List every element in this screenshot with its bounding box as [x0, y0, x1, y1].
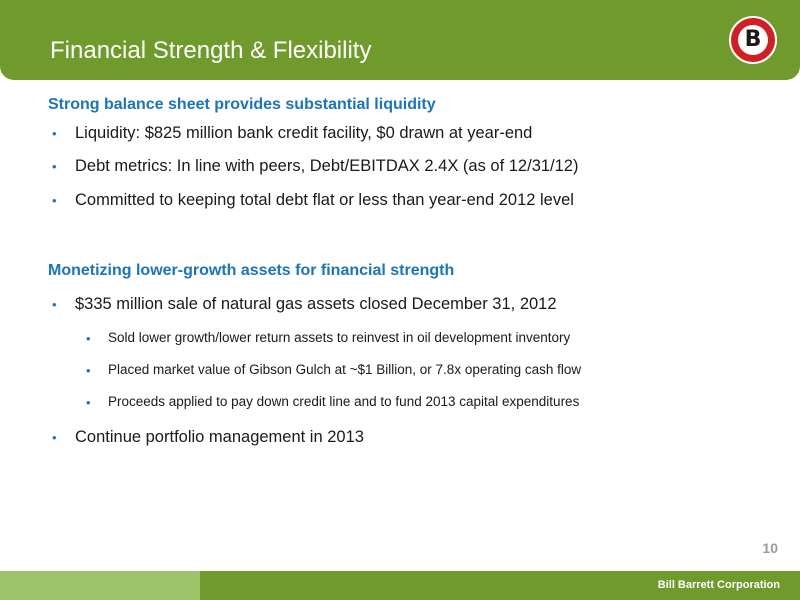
- slide-title: Financial Strength & Flexibility: [50, 37, 372, 64]
- section-heading-liquidity: Strong balance sheet provides substantial liquidity: [48, 96, 436, 113]
- bullet-text: Continue portfolio management in 2013: [75, 428, 364, 446]
- bullet-dot-icon: •: [52, 430, 57, 445]
- bullet-dot-icon: •: [86, 331, 91, 346]
- bullet-dot-icon: •: [86, 395, 91, 410]
- slide-footer: [0, 571, 800, 600]
- bullet-dot-icon: •: [52, 159, 57, 174]
- bullet-text: $335 million sale of natural gas assets closed December 31, 2012: [75, 295, 557, 313]
- bullet-text: Debt metrics: In line with peers, Debt/EBITDAX 2.4X (as of 12/31/12): [75, 157, 579, 175]
- footer-main-bar: [200, 571, 800, 600]
- company-logo-icon: [729, 16, 777, 64]
- sub-bullet-text: Placed market value of Gibson Gulch at ~$1 Billion, or 7.8x operating cash flow: [108, 362, 582, 377]
- sub-bullet-text: Proceeds applied to pay down credit line and to fund 2013 capital expenditures: [108, 394, 580, 409]
- bullet-text: Liquidity: $825 million bank credit facility, $0 drawn at year-end: [75, 124, 533, 142]
- bullet-dot-icon: •: [52, 193, 57, 208]
- bullet-text: Committed to keeping total debt flat or less than year-end 2012 level: [75, 191, 574, 209]
- section-heading-monetizing: Monetizing lower-growth assets for financial strength: [48, 262, 455, 279]
- footer-accent-bar: [0, 571, 200, 600]
- page-number: 10: [762, 540, 778, 556]
- slide-header: [0, 0, 800, 80]
- logo-inner-circle: [738, 25, 768, 55]
- bullet-dot-icon: •: [52, 126, 57, 141]
- logo-letter: B: [744, 27, 762, 52]
- sub-bullet-text: Sold lower growth/lower return assets to reinvest in oil development inventory: [108, 330, 571, 345]
- bullet-dot-icon: •: [86, 363, 91, 378]
- bullet-dot-icon: •: [52, 297, 57, 312]
- footer-company-name: Bill Barrett Corporation: [657, 579, 780, 591]
